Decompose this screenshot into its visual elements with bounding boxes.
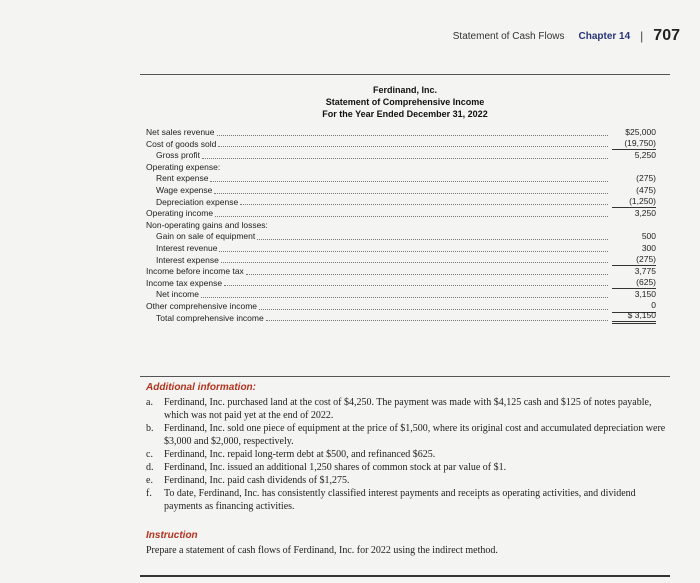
- info-item-letter: b.: [146, 423, 154, 434]
- info-item-text: Ferdinand, Inc. sold one piece of equipment at the price of $1,500, where its original cost and accumulated depreciation were $3,000 and $2,000, respectively.: [164, 423, 666, 447]
- row-label: Net sales revenue: [146, 127, 215, 137]
- row-label: Operating expense:: [146, 161, 221, 172]
- dot-leader: [224, 285, 608, 286]
- bottom-divider: [140, 575, 670, 577]
- info-item-letter: c.: [146, 449, 153, 460]
- row-label: Net income: [156, 289, 199, 300]
- info-item: [146, 448, 666, 461]
- row-amount: (275): [636, 173, 656, 184]
- company-name: Ferdinand, Inc.: [372, 85, 437, 95]
- header-separator: |: [640, 29, 644, 43]
- statement-row: [146, 127, 656, 139]
- info-item-text: To date, Ferdinand, Inc. has consistently classified interest payments and receipts as operating activities, and dividend payments as financing activities.: [164, 488, 636, 512]
- row-amount: 500: [641, 231, 656, 242]
- additional-info-title: Additional information:: [146, 382, 256, 393]
- row-label: Wage expense: [156, 184, 213, 195]
- statement-row: [146, 289, 656, 301]
- info-item-text: Ferdinand, Inc. repaid long-term debt at $500, and refinanced $625.: [164, 449, 436, 460]
- row-label: Non-operating gains and losses:: [146, 219, 268, 230]
- statement-row: [146, 150, 656, 162]
- row-amount: 3,150: [634, 289, 656, 300]
- statement-row: [146, 301, 656, 313]
- statement-heading: [140, 84, 670, 120]
- info-item: [146, 396, 666, 422]
- row-label: Income tax expense: [146, 277, 223, 288]
- statement-row: [146, 278, 656, 290]
- statement-row: [146, 173, 656, 185]
- row-label: Gain on sale of equipment: [156, 231, 256, 242]
- info-item-letter: a.: [146, 397, 153, 408]
- dot-leader: [240, 204, 608, 205]
- dot-leader: [210, 181, 608, 182]
- statement-row: [146, 220, 656, 232]
- row-amount: 0: [612, 300, 656, 313]
- dot-leader: [218, 146, 608, 147]
- statement-row: [146, 162, 656, 174]
- income-statement-table: [146, 127, 656, 324]
- chapter-label: Chapter 14: [578, 30, 631, 42]
- row-amount: (1,250): [612, 196, 656, 209]
- info-item-text: Ferdinand, Inc. issued an additional 1,250 shares of common stock at par value of $1.: [164, 462, 507, 473]
- row-label: Rent expense: [156, 173, 209, 184]
- info-item-text: Ferdinand, Inc. paid cash dividends of $1,275.: [164, 475, 350, 486]
- statement-row: [146, 185, 656, 197]
- row-amount: 3,775: [634, 266, 656, 277]
- row-label: Operating income: [146, 208, 214, 219]
- row-amount: (625): [612, 277, 656, 290]
- row-label: Cost of goods sold: [146, 138, 217, 149]
- info-item: [146, 422, 666, 448]
- row-amount: 300: [641, 242, 656, 253]
- row-label: Income before income tax: [146, 266, 244, 277]
- instruction-text: Prepare a statement of cash flows of Ferdinand, Inc. for 2022 using the indirect method.: [146, 545, 498, 556]
- info-item-text: Ferdinand, Inc. purchased land at the cost of $4,250. The payment was made with $4,125 cash and $125 of notes payable, which was not paid yet at the end of 2022.: [164, 397, 652, 421]
- dot-leader: [217, 135, 608, 136]
- instruction-title: Instruction: [146, 530, 198, 541]
- statement-period: For the Year Ended December 31, 2022: [322, 109, 488, 119]
- row-amount: $25,000: [625, 127, 656, 137]
- dot-leader: [257, 239, 608, 240]
- statement-row: [146, 231, 656, 243]
- statement-row: [146, 243, 656, 255]
- info-item: [146, 487, 666, 513]
- row-label: Interest expense: [156, 254, 219, 265]
- row-amount: (275): [612, 254, 656, 267]
- section-divider: [140, 376, 670, 377]
- running-title: Statement of Cash Flows: [452, 30, 565, 42]
- statement-row: [146, 208, 656, 220]
- info-item-letter: d.: [146, 462, 154, 473]
- info-item-letter: e.: [146, 475, 153, 486]
- page-header: [453, 27, 680, 45]
- statement-row: [146, 255, 656, 267]
- dot-leader: [201, 297, 608, 298]
- row-amount: (475): [636, 184, 656, 195]
- row-amount: 5,250: [634, 150, 656, 161]
- info-item: [146, 474, 666, 487]
- dot-leader: [215, 216, 608, 217]
- row-label: Depreciation expense: [156, 196, 239, 207]
- row-label: Other comprehensive income: [146, 300, 258, 311]
- dot-leader: [202, 158, 608, 159]
- page-number: 707: [653, 27, 680, 44]
- row-amount: $ 3,150: [612, 310, 656, 325]
- row-label: Gross profit: [156, 150, 200, 161]
- dot-leader: [266, 320, 608, 321]
- dot-leader: [214, 193, 608, 194]
- statement-row: [146, 139, 656, 151]
- info-item-letter: f.: [146, 488, 152, 499]
- dot-leader: [219, 251, 608, 252]
- row-amount: 3,250: [634, 208, 656, 219]
- statement-title: Statement of Comprehensive Income: [325, 97, 485, 107]
- top-divider: [140, 74, 670, 75]
- dot-leader: [259, 309, 608, 310]
- row-label: Interest revenue: [156, 242, 218, 253]
- statement-row: [146, 309, 656, 325]
- row-label: Total comprehensive income: [156, 312, 264, 323]
- additional-info-list: [146, 396, 666, 513]
- row-amount: (19,750): [612, 138, 656, 151]
- statement-row: [146, 197, 656, 209]
- info-item: [146, 461, 666, 474]
- additional-information: [146, 381, 666, 557]
- statement-row: [146, 266, 656, 278]
- dot-leader: [246, 274, 608, 275]
- dot-leader: [221, 262, 608, 263]
